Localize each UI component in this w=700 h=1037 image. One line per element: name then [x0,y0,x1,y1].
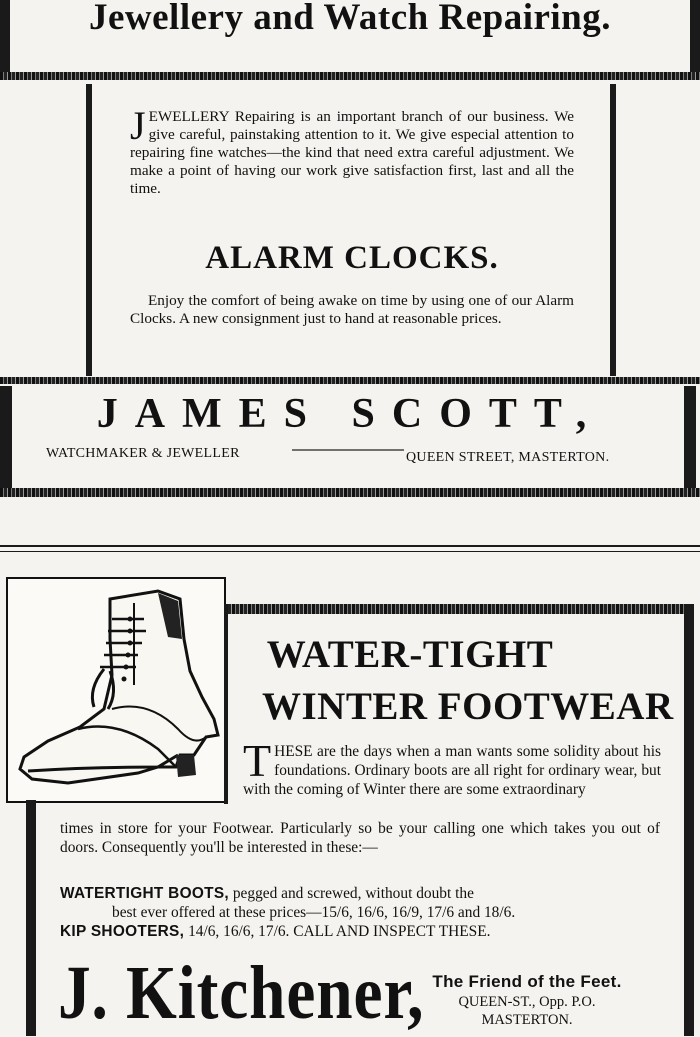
kip-shooters-label: KIP SHOOTERS, [60,923,185,940]
water-tight-heading: WATER-TIGHT [266,633,554,676]
advertiser-j-kitchener: J. Kitchener, [58,951,425,1035]
footwear-body-paragraph: times in store for your Footwear. Particularly so be your calling one which takes you out of doors. Consequently you'll be interested in these:— [60,820,660,856]
watertight-boots-text: pegged and screwed, without doubt the [232,885,474,902]
kitchener-address-line-2: MASTERTON. [481,1012,573,1028]
ad1-footer-left-border [0,386,12,496]
ad1-divider-top [0,72,700,80]
watertight-boots-prices: best ever offered at these prices—15/6, 16/6, 16/9, 17/6 and 18/6. [112,904,516,921]
ad2-top-border [224,604,686,614]
footwear-intro-paragraph: THESE are the days when a man wants some solidity about his foundations. Ordinary boots are all right for ordinary wear, but with the coming of Winter there are some extraordinary [243,735,661,798]
boot-icon [8,579,224,801]
friend-of-the-feet-tagline: The Friend of the Feet. [432,972,622,991]
ad1-footer-right-border [684,386,696,496]
alarm-clocks-heading: ALARM CLOCKS. [205,240,499,276]
address-line: QUEEN STREET, MASTERTON. [406,450,610,465]
trade-line: WATCHMAKER & JEWELLER [46,446,240,461]
ad1-divider-bottom [0,488,700,497]
advertiser-james-scott: JAMES SCOTT, [96,391,604,437]
kitchener-address-line-1: QUEEN-ST., Opp. P.O. [458,994,596,1010]
ad1-inner-right-border [610,84,616,376]
kip-shooters-line [60,922,660,941]
jewellery-repair-paragraph: JEWELLERY Repairing is an important branch of our business. We give careful, painstaking attention to it. We give especial attention to repairing fine watches—the kind that need extra careful adjustment. We make a point of having our work give satisfaction first, last and all the time. [130,103,574,197]
winter-footwear-heading: WINTER FOOTWEAR [262,685,674,728]
watertight-boots-label: WATERTIGHT BOOTS, [60,885,229,902]
ad2-left-border [26,800,36,1036]
separator-rule-2 [0,551,700,552]
ad2-right-border [684,604,694,1036]
ad1-divider-middle [0,377,700,384]
dropcap-t: T [243,735,272,786]
ad2-inner-left-border [224,604,228,804]
dropcap-j: J [130,103,146,148]
watertight-boots-line [60,884,660,903]
boot-illustration [6,577,226,803]
alarm-clocks-paragraph: Enjoy the comfort of being awake on time by using one of our Alarm Clocks. A new consignment just to hand at reasonable prices. [130,292,574,327]
ad1-title: Jewellery and Watch Repairing. [88,0,611,38]
ad1-inner-left-border [86,84,92,376]
separator-rule-1 [0,545,700,547]
kip-shooters-text: 14/6, 16/6, 17/6. CALL AND INSPECT THESE. [188,923,491,940]
trade-rule [292,449,404,451]
